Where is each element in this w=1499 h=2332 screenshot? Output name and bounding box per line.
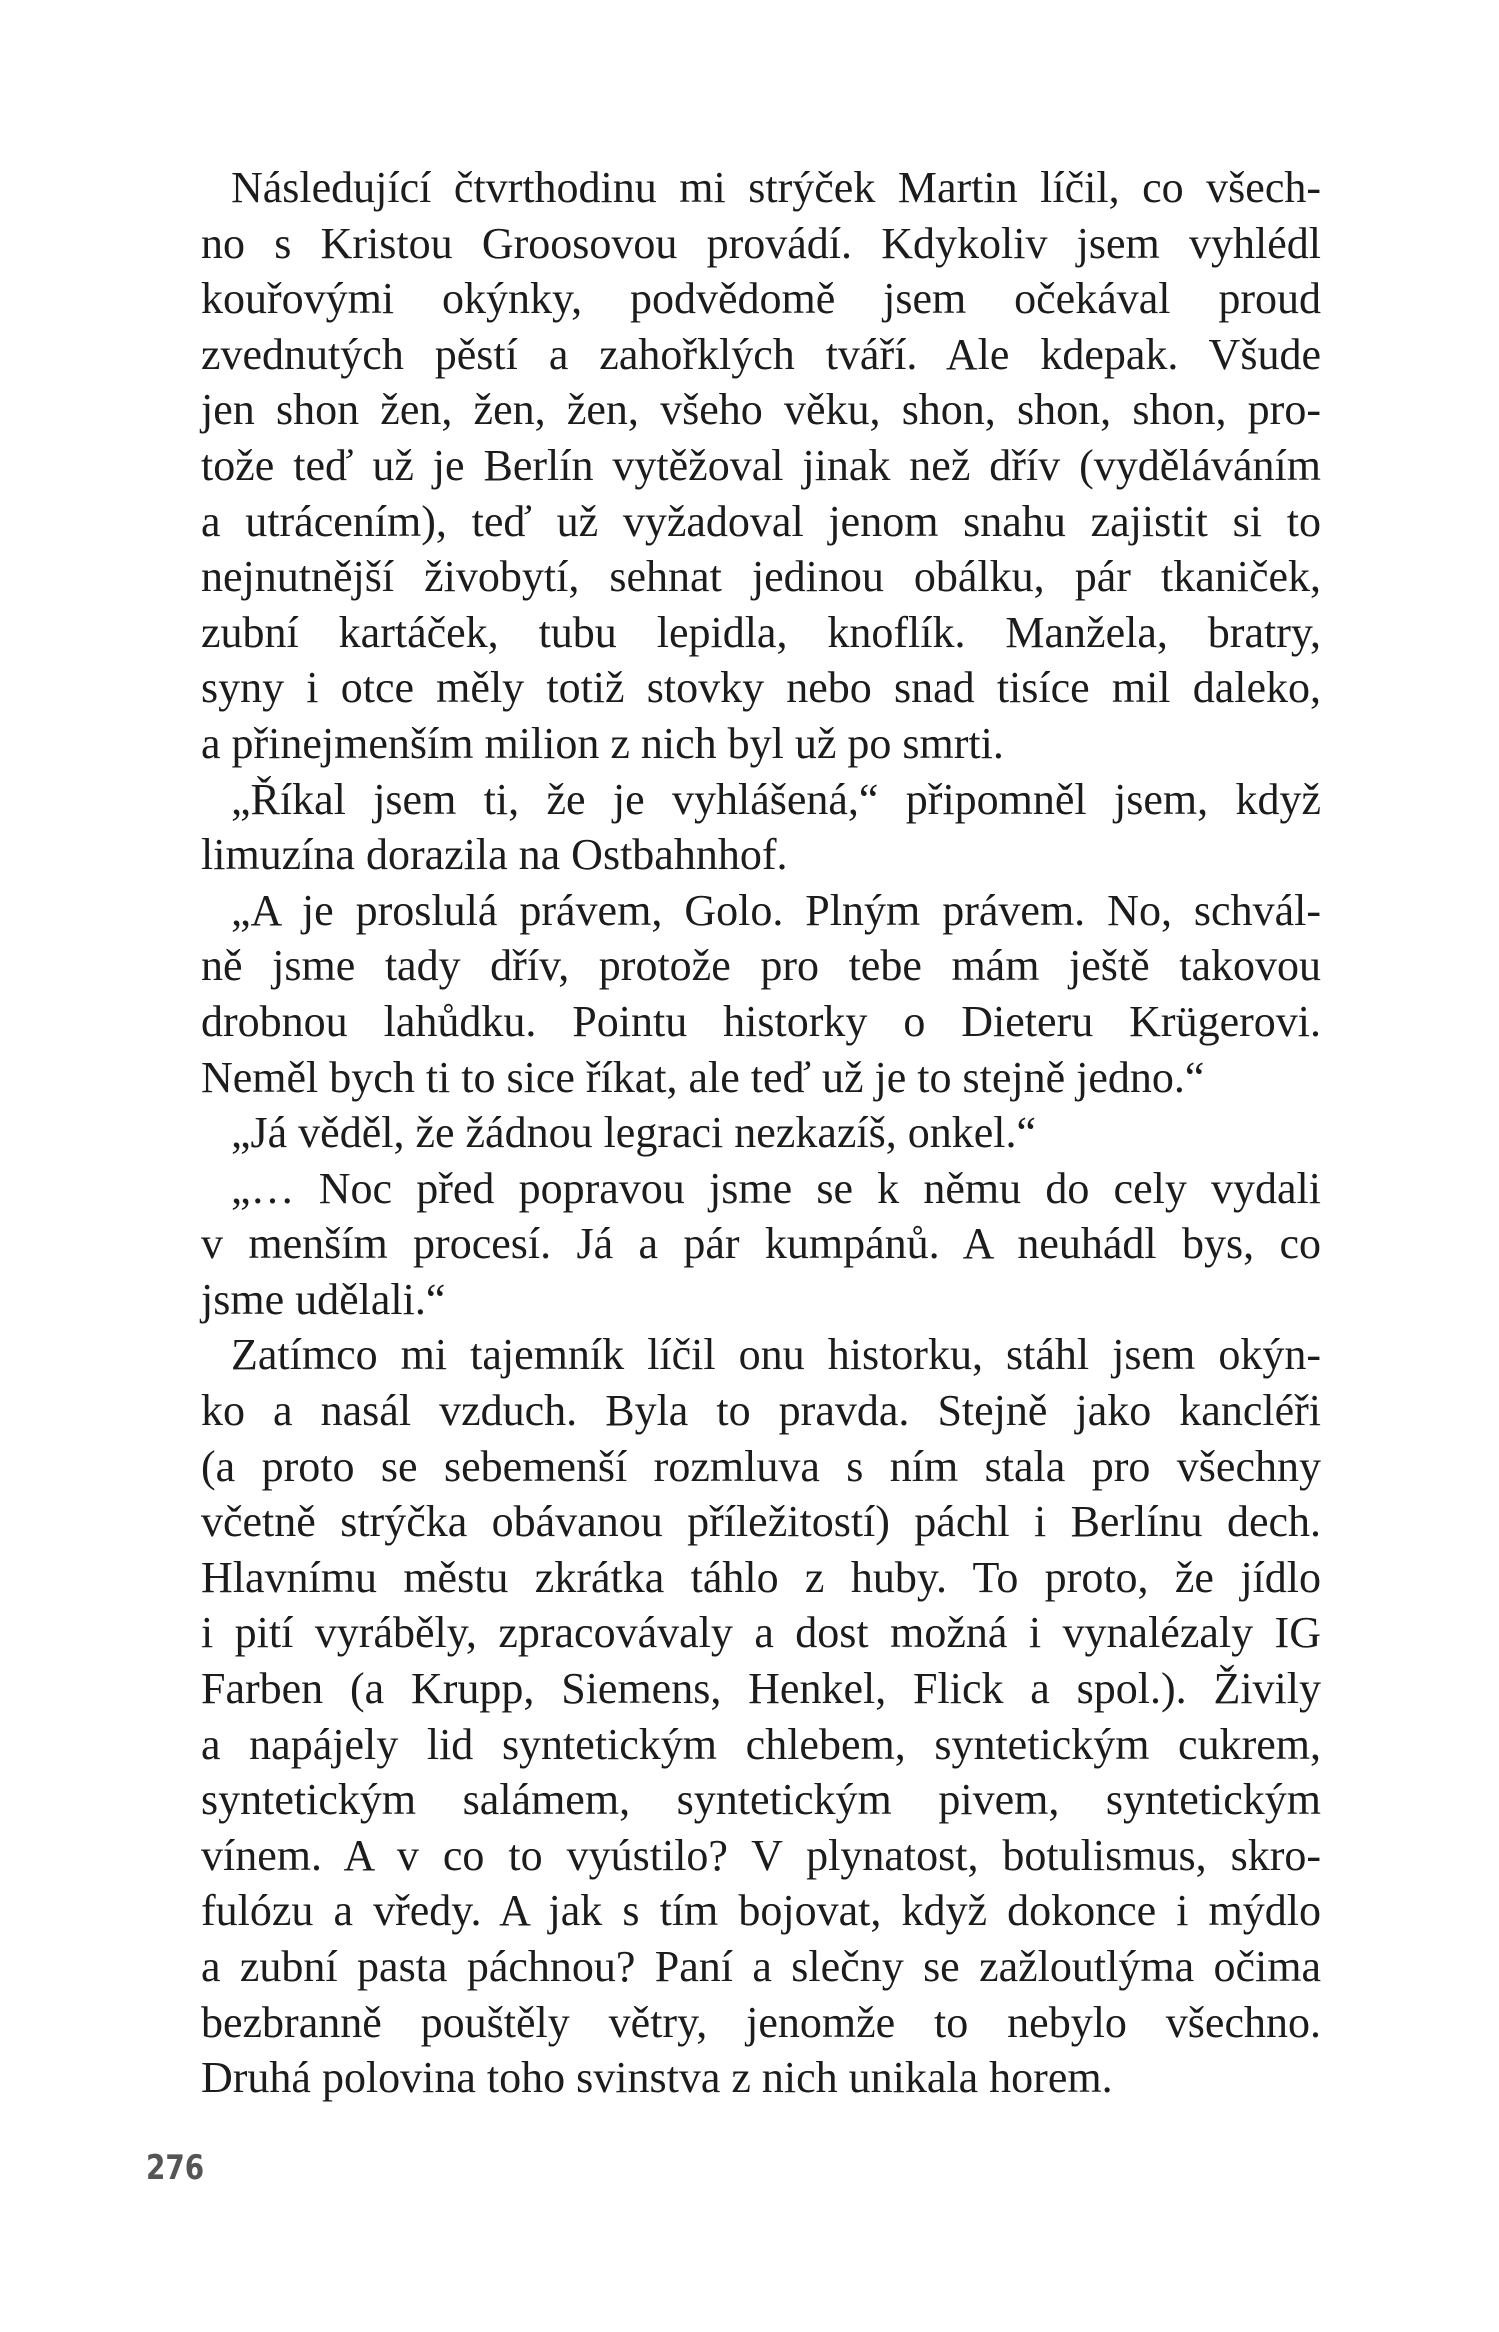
text-line: ně jsme tady dřív, protože pro tebe mám ještě takovou — [201, 941, 1321, 991]
text-line: zvednutých pěstí a zahořklých tváří. Ale kdepak. Všude — [201, 329, 1321, 379]
text-line: tože teď už je Berlín vytěžoval jinak než dřív (vyděláváním — [201, 440, 1321, 490]
text-line: Zatímco mi tajemník líčil onu historku, stáhl jsem okýn- — [231, 1330, 1321, 1380]
text-line: jen shon žen, žen, žen, všeho věku, shon, shon, shon, pro- — [201, 385, 1321, 435]
text-line: „Říkal jsem ti, že je vyhlášená,“ připomněl jsem, když — [231, 774, 1321, 824]
text-line: syntetickým salámem, syntetickým pivem, syntetickým — [201, 1775, 1321, 1825]
text-line: a zubní pasta páchnou? Paní a slečny se zažloutlýma očima — [201, 1942, 1321, 1991]
text-line: Následující čtvrthodinu mi strýček Martin líčil, co všech- — [231, 163, 1321, 212]
text-line: bezbranně pouštěly větry, jenomže to nebylo všechno. — [201, 1997, 1321, 2047]
body-text — [201, 160, 1321, 2106]
text-line: no s Kristou Groosovou provádí. Kdykoliv jsem vyhlédl — [201, 218, 1321, 268]
text-line: a napájely lid syntetickým chlebem, syntetickým cukrem, — [201, 1719, 1321, 1769]
text-line: a přinejmenším milion z nich byl už po smrti. — [201, 718, 1004, 768]
text-line: jsme udělali.“ — [201, 1274, 446, 1324]
text-line: syny i otce měly totiž stovky nebo snad tisíce mil daleko, — [201, 663, 1321, 713]
text-line: „Já věděl, že žádnou legraci nezkazíš, onkel.“ — [231, 1108, 1037, 1158]
text-line: fulózu a vředy. A jak s tím bojovat, když dokonce i mýdlo — [201, 1886, 1321, 1936]
text-line: kouřovými okýnky, podvědomě jsem očekával proud — [201, 274, 1321, 324]
text-line: Neměl bych ti to sice říkat, ale teď už je to stejně jedno.“ — [201, 1052, 1205, 1102]
text-line: „… Noc před popravou jsme se k němu do cely vydali — [231, 1163, 1321, 1213]
text-line: vínem. A v co to vyústilo? V plynatost, botulismus, skro- — [201, 1830, 1321, 1880]
text-line: nejnutnější živobytí, sehnat jedinou obálku, pár tkaniček, — [201, 552, 1321, 602]
text-line: v menším procesí. Já a pár kumpánů. A neuhádl bys, co — [201, 1219, 1321, 1269]
text-line: včetně strýčka obávanou příležitostí) páchl i Berlínu dech. — [201, 1497, 1321, 1547]
text-line: drobnou lahůdku. Pointu historky o Dieteru Krügerovi. — [201, 996, 1321, 1046]
text-line: a utrácením), teď už vyžadoval jenom snahu zajistit si to — [201, 496, 1321, 546]
text-line: Hlavnímu městu zkrátka táhlo z huby. To proto, že jídlo — [201, 1552, 1321, 1602]
text-line: (a proto se sebemenší rozmluva s ním stala pro všechny — [201, 1441, 1321, 1491]
text-line: i pití vyráběly, zpracovávaly a dost možná i vynalézaly IG — [201, 1608, 1321, 1658]
text-line: limuzína dorazila na Ostbahnhof. — [201, 830, 788, 880]
text-line: Farben (a Krupp, Siemens, Henkel, Flick a spol.). Živily — [201, 1664, 1321, 1714]
page-number: 276 — [146, 2148, 205, 2188]
text-line: ko a nasál vzduch. Byla to pravda. Stejně jako kancléři — [201, 1386, 1321, 1436]
text-line: „A je proslulá právem, Golo. Plným právem. No, schvál- — [231, 885, 1321, 935]
text-line: zubní kartáček, tubu lepidla, knoflík. Manžela, bratry, — [201, 607, 1321, 657]
text-line: Druhá polovina toho svinstva z nich unikala horem. — [201, 2053, 1113, 2103]
